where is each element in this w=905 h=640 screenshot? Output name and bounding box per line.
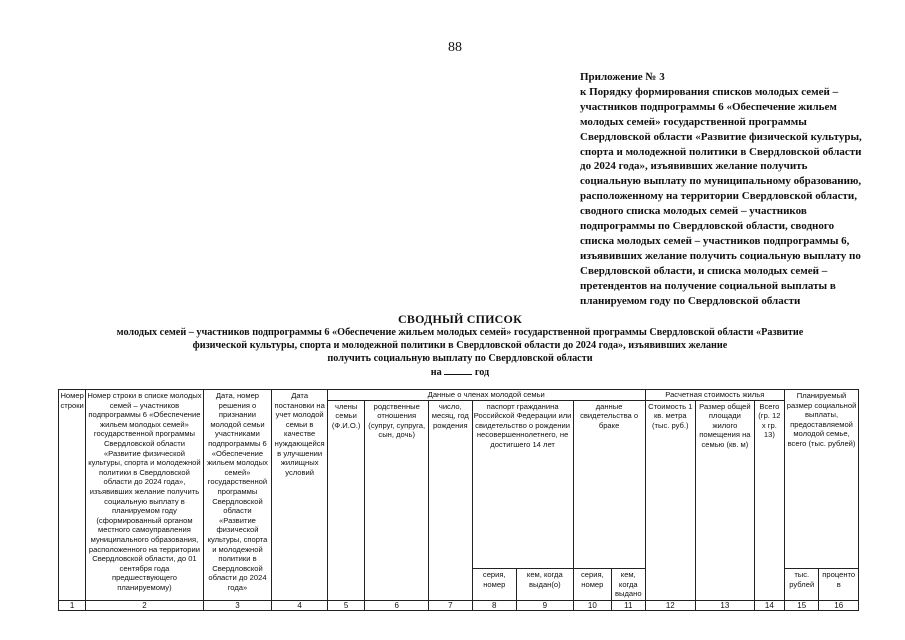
header-row-number: Номер строки [59, 390, 86, 601]
header-passport: паспорт гражданина Российской Федерации или свидетельство о рождении несовершеннолетнего, не достигшего 14 лет [472, 400, 573, 569]
heading-title: СВОДНЫЙ СПИСОК [398, 312, 522, 326]
column-number: 2 [86, 601, 203, 611]
column-number: 8 [472, 601, 516, 611]
summary-table [58, 389, 859, 611]
header-registration-date: Дата постановки на учет молодой семьи в качестве нуждающейся в улучшении жилищных условий [272, 390, 328, 601]
column-number: 5 [327, 601, 364, 611]
column-number: 11 [612, 601, 645, 611]
header-marriage-issued: кем, когда выдано [612, 569, 645, 601]
page-number: 88 [448, 40, 462, 55]
header-family-members-group: Данные о членах молодой семьи [327, 390, 645, 401]
header-passport-issued: кем, когда выдан(о) [517, 569, 574, 601]
column-number: 14 [754, 601, 784, 611]
column-number: 9 [517, 601, 574, 611]
column-number: 16 [819, 601, 859, 611]
column-number: 12 [645, 601, 696, 611]
header-row-1 [59, 390, 859, 401]
header-list-row-number: Номер строки в списке молодых семей – участников подпрограммы 6 «Обеспечение жильем молодых семей» государственной программы Свердловской области «Развитие физической культуры, спорта и молодежной политики в Свердловской области до 2024 года», изъявивших желание получить социальную выплату в планируемом году (сформированный органом местного самоуправления муниципального образования, расположенного на территории Свердловской области, до 01 сентября года предшествующего планируемому) [86, 390, 203, 601]
appendix-title: Приложение № 3 [580, 71, 665, 83]
header-percent: процентов [819, 569, 859, 601]
header-birth-date: число, месяц, год рождения [429, 400, 472, 600]
column-number-row [59, 601, 859, 611]
heading-year-line [60, 365, 860, 379]
header-relation: родственные отношения (супруг, супруга, сын, дочь) [365, 400, 429, 600]
column-number: 1 [59, 601, 86, 611]
column-number: 4 [272, 601, 328, 611]
heading-line-2: физической культуры, спорта и молодежной политики в Свердловской области до 2024 года», изъявивших желание [192, 340, 728, 351]
column-number: 10 [573, 601, 611, 611]
header-thousand-rubles: тыс. рублей [785, 569, 819, 601]
header-housing-cost-group: Расчетная стоимость жилья [645, 390, 785, 401]
heading-line-3: получить социальную выплату по Свердловской области [327, 353, 593, 364]
column-number: 15 [785, 601, 819, 611]
year-suffix: год [474, 367, 490, 378]
header-passport-series: серия, номер [472, 569, 516, 601]
header-living-area: Размер общей площади жилого помещения на семью (кв. м) [696, 400, 755, 600]
appendix-text: к Порядку формирования списков молодых семей – участников подпрограммы 6 «Обеспечение жильем молодых семей» государственной программы Свердловской области «Развитие физической культуры, спорта и молодежной политики в Свердловской области до 2024 года», изъявивших желание получить социальную выплату по муниципальному образованию, расположенному на территории Свердловской области, сводного списка молодых семей – участников подпрограммы по Свердловской области, сводного списка молодых семей – участников подпрограммы 6, изъявивших желание получить социальную выплату по Свердловской области, и списка молодых семей – претендентов на получение социальной выплаты в планируемом году по Свердловской области [580, 85, 862, 307]
column-number: 7 [429, 601, 472, 611]
header-cost-per-sqm: Стоимость 1 кв. метра (тыс. руб.) [645, 400, 696, 600]
column-number: 13 [696, 601, 755, 611]
header-decision-date: Дата, номер решения о признании молодой семьи участниками подпрограммы 6 «Обеспечение жильем молодых семей» государственной программы Свердловской области «Развитие физической культуры, спорта и молодежной политики в Свердловской области до 2024 года» [203, 390, 272, 601]
year-blank [444, 365, 472, 375]
heading-line-1: молодых семей – участников подпрограммы 6 «Обеспечение жильем молодых семей» государственной программы Свердловской области «Развитие [116, 327, 804, 338]
appendix-block [580, 70, 870, 309]
header-planned-payment: Планируемый размер социальной выплаты, предоставляемой молодой семье, всего (тыс. рублей) [785, 390, 859, 569]
year-prefix: на [430, 367, 442, 378]
document-heading [60, 313, 860, 379]
column-number: 6 [365, 601, 429, 611]
header-family-members: члены семьи (Ф.И.О.) [327, 400, 364, 600]
header-marriage-certificate: данные свидетельства о браке [573, 400, 645, 569]
header-total: Всего (гр. 12 х гр. 13) [754, 400, 784, 600]
column-number: 3 [203, 601, 272, 611]
header-marriage-series: серия, номер [573, 569, 611, 601]
